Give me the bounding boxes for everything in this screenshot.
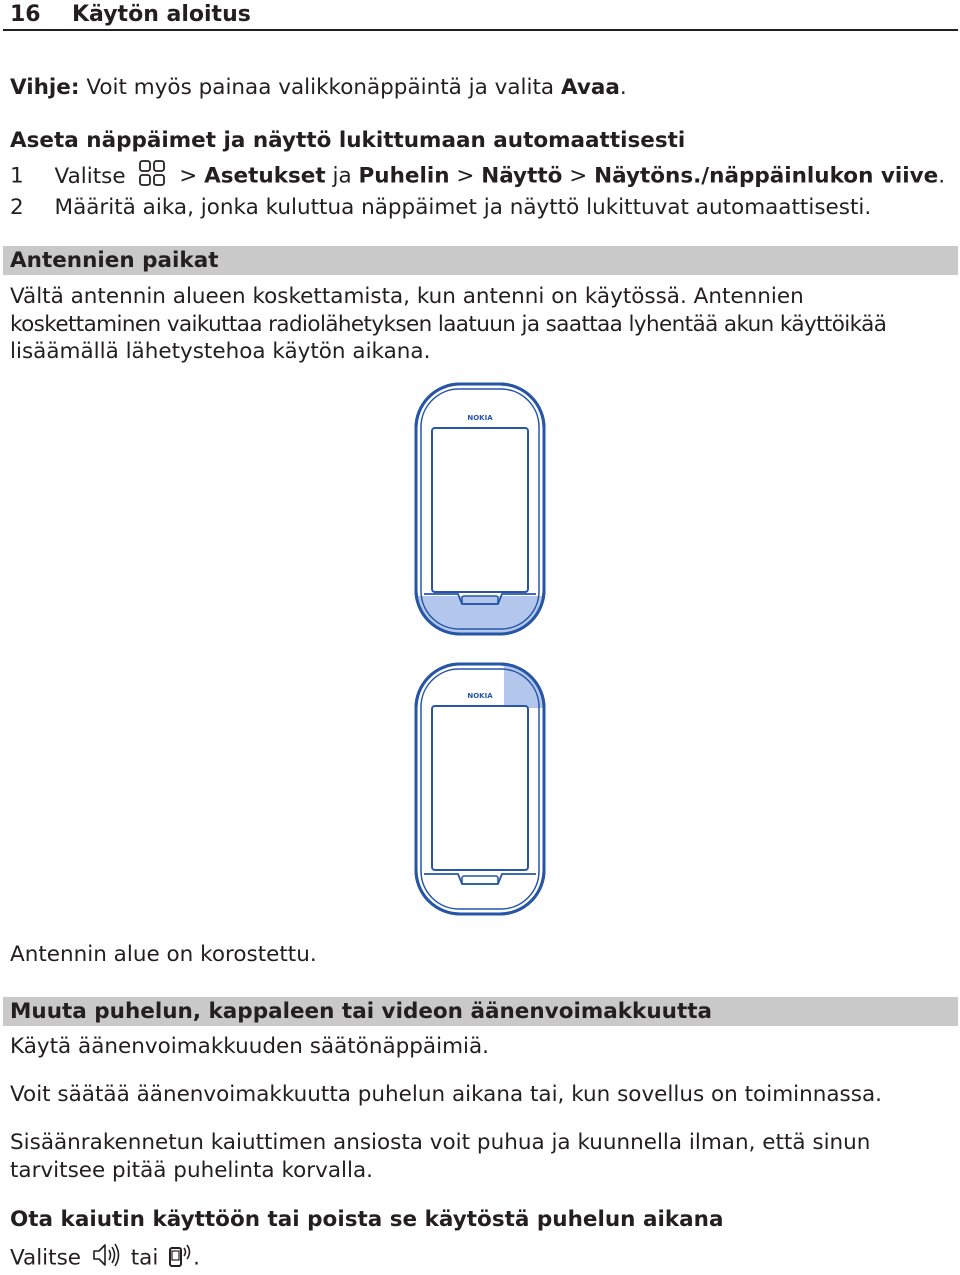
antenna-highlight-bottom <box>416 596 544 636</box>
antenna-heading: Antennien paikat <box>10 248 219 273</box>
antenna-para-line-1: Vältä antennin alueen koskettamista, kun antenni on käytössä. Antennien <box>10 284 804 309</box>
chapter-title: Käytön aloitus <box>72 2 251 27</box>
lock-heading: Aseta näppäimet ja näyttö lukittumaan automaattisesti <box>10 128 686 153</box>
phone-illustration-top-antenna <box>412 660 548 922</box>
speaker-instruction <box>10 1242 200 1275</box>
tip-label: Vihje: <box>10 75 80 100</box>
loudspeaker-icon <box>92 1242 122 1275</box>
lock-step-2 <box>10 195 871 221</box>
header-rule <box>3 29 958 31</box>
handset-icon <box>167 1242 193 1275</box>
antenna-caption: Antennin alue on korostettu. <box>10 942 317 967</box>
or-word: tai <box>130 1245 159 1271</box>
speaker-pre: Valitse <box>10 1245 82 1271</box>
phone-illustration-bottom-antenna <box>412 380 548 642</box>
and-word: ja <box>332 163 352 189</box>
antenna-para-line-2: koskettaminen vaikuttaa radiolähetyksen laatuun ja saattaa lyhentää akun käyttöikää <box>10 312 887 337</box>
menu-item-viive: Näytöns./näppäinlukon viive <box>594 163 939 189</box>
step-number: 1 <box>10 163 24 189</box>
tip-end: . <box>619 75 627 100</box>
step-pre: Valitse <box>54 163 126 189</box>
menu-item-asetukset: Asetukset <box>204 163 326 189</box>
step-end: . <box>938 163 946 189</box>
separator: > <box>179 163 198 189</box>
antenna-para-line-3: lisäämällä lähetystehoa käytön aikana. <box>10 339 431 364</box>
volume-para-3-line-1: Sisäänrakennetun kaiuttimen ansiosta voit puhua ja kuunnella ilman, että sinun <box>10 1130 871 1155</box>
menu-grid-icon <box>138 159 166 194</box>
lock-step-1 <box>10 159 945 194</box>
page-number: 16 <box>10 2 41 27</box>
speaker-heading: Ota kaiutin käyttöön tai poista se käytöstä puhelun aikana <box>10 1207 724 1232</box>
tip-paragraph <box>10 75 627 101</box>
tip-text: Voit myös painaa valikkonäppäintä ja valita <box>79 75 561 100</box>
phone-screen <box>432 706 528 870</box>
phone-screen <box>432 428 528 592</box>
speaker-end: . <box>193 1245 200 1271</box>
phone-brand: NOKIA <box>467 414 493 422</box>
separator: > <box>456 163 475 189</box>
menu-item-naytto: Näyttö <box>481 163 563 189</box>
menu-item-puhelin: Puhelin <box>358 163 450 189</box>
volume-para-3-line-2: tarvitsee pitää puhelinta korvalla. <box>10 1158 373 1183</box>
volume-para-2: Voit säätää äänenvoimakkuutta puhelun aikana tai, kun sovellus on toiminnassa. <box>10 1082 882 1107</box>
volume-para-1: Käytä äänenvoimakkuuden säätönäppäimiä. <box>10 1034 489 1059</box>
phone-brand: NOKIA <box>467 692 493 700</box>
separator: > <box>569 163 588 189</box>
step-number: 2 <box>10 195 24 220</box>
step-text: Määritä aika, jonka kuluttua näppäimet ja näyttö lukittuvat automaattisesti. <box>54 195 872 220</box>
tip-option: Avaa <box>560 75 620 100</box>
volume-heading: Muuta puhelun, kappaleen tai videon äänenvoimakkuutta <box>10 999 713 1024</box>
